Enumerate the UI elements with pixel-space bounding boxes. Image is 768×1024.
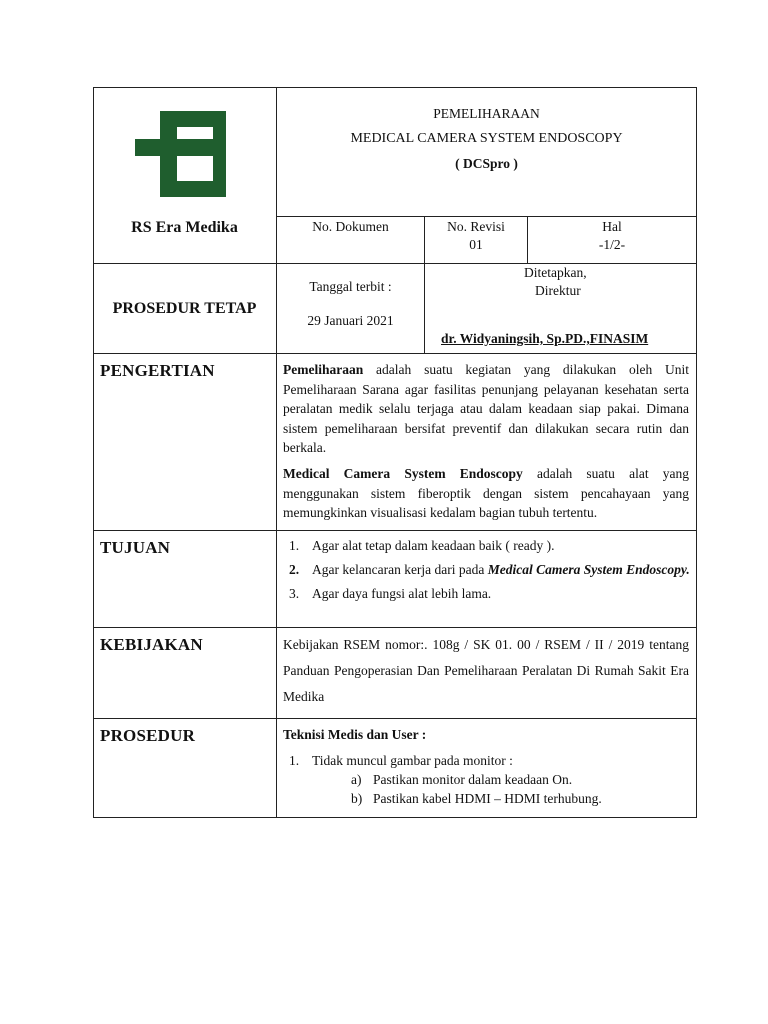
procedure-subheading: Teknisi Medis dan User : <box>283 727 427 742</box>
issue-date: 29 Januari 2021 <box>307 313 394 328</box>
title-line-2: MEDICAL CAMERA SYSTEM ENDOSCOPY <box>350 131 623 146</box>
row-divider-2 <box>93 353 697 354</box>
border-top <box>93 87 697 88</box>
procedure-list <box>285 752 690 808</box>
list-item <box>285 537 690 555</box>
row-divider-3 <box>93 530 697 531</box>
row-divider-4 <box>93 627 697 628</box>
column-divider <box>276 87 277 818</box>
list-item-number: 1. <box>289 538 300 553</box>
hospital-name: RS Era Medika <box>131 219 238 236</box>
sub-list-item-text: Pastikan kabel HDMI – HDMI terhubung. <box>373 791 602 806</box>
list-item-text: Agar kelancaran kerja dari pada <box>312 562 488 577</box>
definition-paragraph-2 <box>283 464 689 523</box>
approver-role: Direktur <box>535 283 581 298</box>
definition-term-2: Medical Camera System Endoscopy <box>283 466 523 481</box>
page-value: -1/2- <box>598 237 626 252</box>
title-line-1: PEMELIHARAAN <box>433 106 540 121</box>
section-heading-kebijakan: KEBIJAKAN <box>100 635 203 654</box>
sub-list-item-letter: a) <box>351 772 362 787</box>
list-item-emphasis: Medical Camera System Endoscopy. <box>487 562 690 577</box>
list-item-number: 3. <box>289 586 300 601</box>
list-item <box>285 585 690 603</box>
section-heading-pengertian: PENGERTIAN <box>100 361 215 380</box>
list-item <box>285 561 690 579</box>
issue-date-label: Tanggal terbit : <box>309 279 392 294</box>
title-line-3: ( DCSpro ) <box>455 156 518 171</box>
revision-value: 01 <box>469 237 483 252</box>
section-heading-tujuan: TUJUAN <box>100 538 171 557</box>
page-label: Hal <box>602 219 622 234</box>
row-divider-5 <box>93 718 697 719</box>
definition-text-2: adalah suatu alat yang menggunakan sistem fiberoptik dengan sistem pencahayaan yang memungkinkan visualisasi kedalam bagian tubuh tertentu. <box>283 466 689 520</box>
sub-list-item-letter: b) <box>351 791 363 806</box>
definition-term-1: Pemeliharaan <box>283 362 364 377</box>
list-item-text: Agar alat tetap dalam keadaan baik ( ready ). <box>312 538 555 553</box>
sub-list-item <box>285 771 690 789</box>
procedure-type: PROSEDUR TETAP <box>112 300 257 317</box>
sub-list-item <box>285 790 690 808</box>
row-divider-1 <box>93 263 697 264</box>
objectives-list <box>285 537 690 609</box>
list-item-number: 2. <box>289 562 300 577</box>
sop-document <box>93 87 697 818</box>
doc-number-label: No. Dokumen <box>312 219 389 234</box>
approved-label: Ditetapkan, <box>524 265 587 280</box>
policy-text: Kebijakan RSEM nomor:. 108g / SK 01. 00 / RSEM / II / 2019 tentang Panduan Pengoperasian Dan Pemeliharaan Peralatan Di Rumah Sakit Era Medika <box>283 637 689 704</box>
border-right <box>696 87 697 818</box>
border-left <box>93 87 94 818</box>
section-heading-prosedur: PROSEDUR <box>100 726 196 745</box>
sub-list-item-text: Pastikan monitor dalam keadaan On. <box>373 772 573 787</box>
definition-paragraph-1 <box>283 360 689 458</box>
list-item-text: Tidak muncul gambar pada monitor : <box>312 753 513 768</box>
border-bottom <box>93 817 697 818</box>
revision-label: No. Revisi <box>447 219 505 234</box>
list-item-number: 1. <box>289 753 300 768</box>
approver-name: dr. Widyaningsih, Sp.PD.,FINASIM <box>441 331 649 346</box>
hospital-logo <box>133 109 228 199</box>
list-item <box>285 752 690 770</box>
list-item-text: Agar daya fungsi alat lebih lama. <box>312 586 492 601</box>
definition-text-1: adalah suatu kegiatan yang dilakukan oleh Unit Pemeliharaan Sarana agar fasilitas penunjang pelayanan kesehatan serta peralatan medik selalu terjaga atau dalam keadaan siap pakai. Dimana sistem pemeliharaan bersifat preventif dan dilakukan secara rutin dan berkala. <box>283 362 689 455</box>
